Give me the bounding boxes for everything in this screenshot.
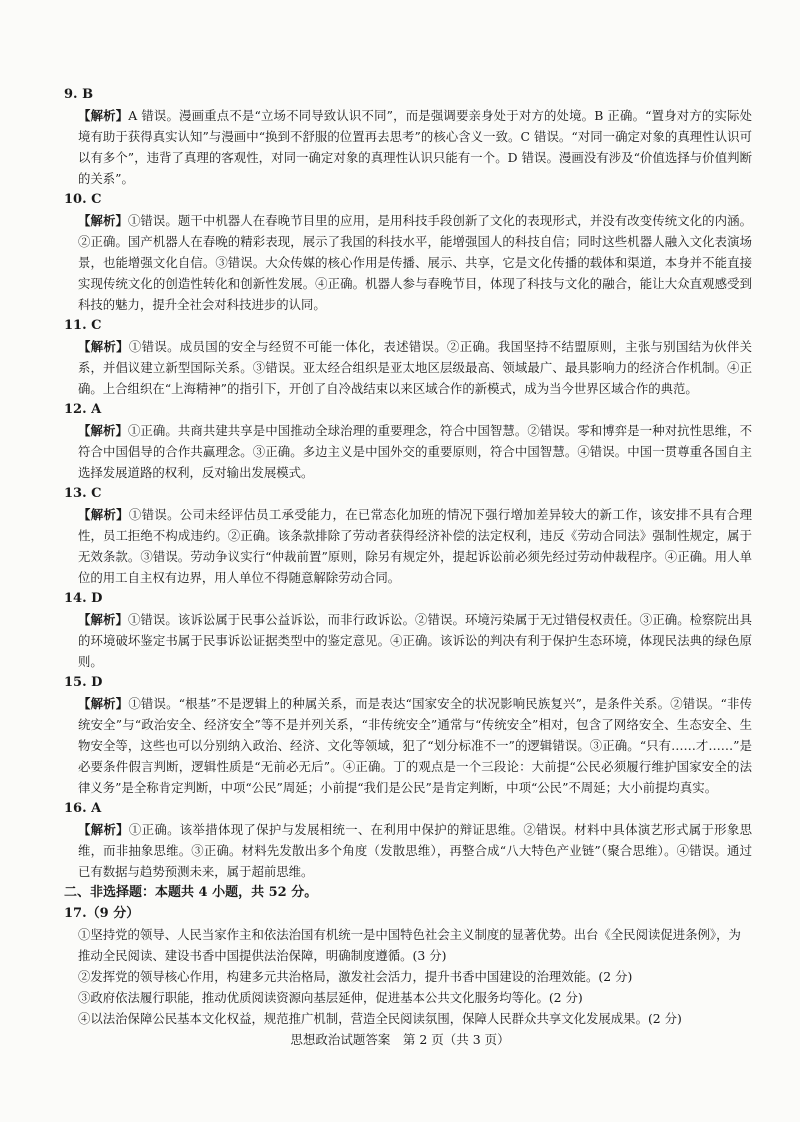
analysis-tag: 【解析】 [78, 696, 129, 711]
analysis-text: ①错误。该诉讼属于民事公益诉讼，而非行政诉讼。②错误。环境污染属于无过错侵权责任。③正确。检察院出具的环境破坏鉴定书属于民事诉讼证据类型中的鉴定意见。④正确。该诉讼的判决有利于保护生态环境，体现民法典的绿色原则。 [78, 612, 753, 669]
analysis-paragraph [78, 819, 752, 882]
analysis-paragraph [78, 504, 752, 588]
question-13 [64, 483, 752, 588]
answer-content [64, 84, 752, 1029]
question-number: 12. A [64, 402, 102, 417]
analysis-paragraph [78, 609, 752, 672]
analysis-paragraph [78, 693, 752, 798]
analysis-text: ①正确。该举措体现了保护与发展相统一、在利用中保护的辩证思维。②错误。材料中具体演艺形式属于形象思维，而非抽象思维。③正确。材料先发散出多个角度（发散思维），再整合成“八大特色产业链”（聚合思维）。④错误。通过已有数据与趋势预测未来，属于超前思维。 [78, 822, 753, 879]
analysis-paragraph [78, 105, 752, 189]
question-17 [64, 903, 752, 1029]
analysis-text: A 错误。漫画重点不是“立场不同导致认识不同”，而是强调要亲身处于对方的处境。B 正确。“置身对方的实际处境有助于获得真实认知”与漫画中“换到不舒服的位置再去思考”的核心含义一致。C 错误。“对同一确定对象的真理性认识可以有多个”，违背了真理的客观性，对同一确定对象的真理性认识只能有一个。D 错误。漫画没有涉及“价值选择与价值判断的关系”。 [78, 108, 753, 186]
question-number: 9. B [64, 87, 94, 102]
answer-point: ③政府依法履行职能，推动优质阅读资源向基层延伸，促进基本公共文化服务均等化。(2 分) [78, 990, 583, 1005]
analysis-tag: 【解析】 [78, 612, 128, 627]
analysis-tag: 【解析】 [78, 507, 129, 522]
question-number: 17.（9 分） [64, 906, 140, 921]
question-10 [64, 189, 752, 315]
analysis-text: ①错误。成员国的安全与经贸不可能一体化，表述错误。②正确。我国坚持不结盟原则，主张与别国结为伙伴关系，并倡议建立新型国际关系。③错误。亚太经合组织是亚太地区层级最高、领域最广、最具影响力的经济合作机制。④正确。上合组织在“上海精神”的指引下，开创了自冷战结束以来区域合作的新模式，成为当今世界区域合作的典范。 [78, 339, 753, 396]
analysis-text: ①正确。共商共建共享是中国推动全球治理的重要理念，符合中国智慧。②错误。零和博弈是一种对抗性思维，不符合中国倡导的合作共赢理念。③正确。多边主义是中国外交的重要原则，符合中国智慧。④错误。中国一贯尊重各国自主选择发展道路的权利，反对输出发展模式。 [78, 423, 753, 480]
analysis-text: ①错误。“根基”不是逻辑上的种属关系，而是表达“国家安全的状况影响民族复兴”，是条件关系。②错误。“非传统安全”与“政治安全、经济安全”等不是并列关系，“非传统安全”通常与“传统安全”相对，包含了网络安全、生态安全、生物安全等，这些也可以分别纳入政治、经济、文化等领域，犯了“划分标准不一”的逻辑错误。③正确。“只有……才……”是必要条件假言判断，逻辑性质是“无前必无后”。④正确。丁的观点是一个三段论：大前提“公民必须履行维护国家安全的法律义务”是全称肯定判断，中项“公民”周延；小前提“我们是公民”是肯定判断，中项“公民”不周延；大小前提均真实。 [78, 696, 753, 795]
question-14 [64, 588, 752, 672]
analysis-tag: 【解析】 [78, 822, 129, 837]
analysis-paragraph [78, 420, 752, 483]
question-number: 10. C [64, 192, 102, 207]
analysis-tag: 【解析】 [78, 339, 129, 354]
answer-point: ④以法治保障公民基本文化权益，规范推广机制，营造全民阅读氛围，保障人民群众共享文化发展成果。(2 分) [78, 1011, 682, 1026]
analysis-paragraph [78, 210, 752, 315]
question-number: 13. C [64, 486, 102, 501]
analysis-tag: 【解析】 [78, 423, 128, 438]
analysis-paragraph [78, 336, 752, 399]
question-number: 11. C [64, 318, 102, 333]
answer-point: ②发挥党的领导核心作用，构建多元共治格局，激发社会活力，提升书香中国建设的治理效能。(2 分) [78, 969, 633, 984]
question-number: 14. D [64, 591, 103, 606]
question-number: 15. D [64, 675, 103, 690]
question-11 [64, 315, 752, 399]
analysis-tag: 【解析】 [78, 108, 129, 123]
analysis-tag: 【解析】 [78, 213, 128, 228]
analysis-text: ①错误。公司未经评估员工承受能力，在已常态化加班的情况下强行增加差异较大的新工作，该安排不具有合理性，员工拒绝不构成违约。②正确。该条款排除了劳动者获得经济补偿的法定权利，违反《劳动合同法》强制性规定，属于无效条款。③错误。劳动争议实行“仲裁前置”原则，除另有规定外，提起诉讼前必须先经过劳动仲裁程序。④正确。用人单位的用工自主权有边界，用人单位不得随意解除劳动合同。 [78, 507, 753, 585]
section-heading: 二、非选择题：本题共 4 小题，共 52 分。 [64, 885, 318, 900]
question-15 [64, 672, 752, 798]
question-9 [64, 84, 752, 189]
page-footer: 思想政治试题答案 第 2 页（共 3 页） [290, 1032, 510, 1047]
question-16 [64, 798, 752, 882]
question-12 [64, 399, 752, 483]
question-number: 16. A [64, 801, 102, 816]
analysis-text: ①错误。题干中机器人在春晚节目里的应用，是用科技手段创新了文化的表现形式，并没有改变传统文化的内涵。②正确。国产机器人在春晚的精彩表现，展示了我国的科技水平，能增强国人的科技自信；同时这些机器人融入文化表演场景，也能增强文化自信。③错误。大众传媒的核心作用是传播、展示、共享，它是文化传播的载体和渠道，本身并不能直接实现传统文化的创造性转化和创新性发展。④正确。机器人参与春晚节目，体现了科技与文化的融合，能让大众直观感受到科技的魅力，提升全社会对科技进步的认同。 [78, 213, 753, 312]
answer-point: ①坚持党的领导、人民当家作主和依法治国有机统一是中国特色社会主义制度的显著优势。出台《全民阅读促进条例》，为推动全民阅读、建设书香中国提供法治保障，明确制度遵循。(3 分) [78, 927, 741, 963]
